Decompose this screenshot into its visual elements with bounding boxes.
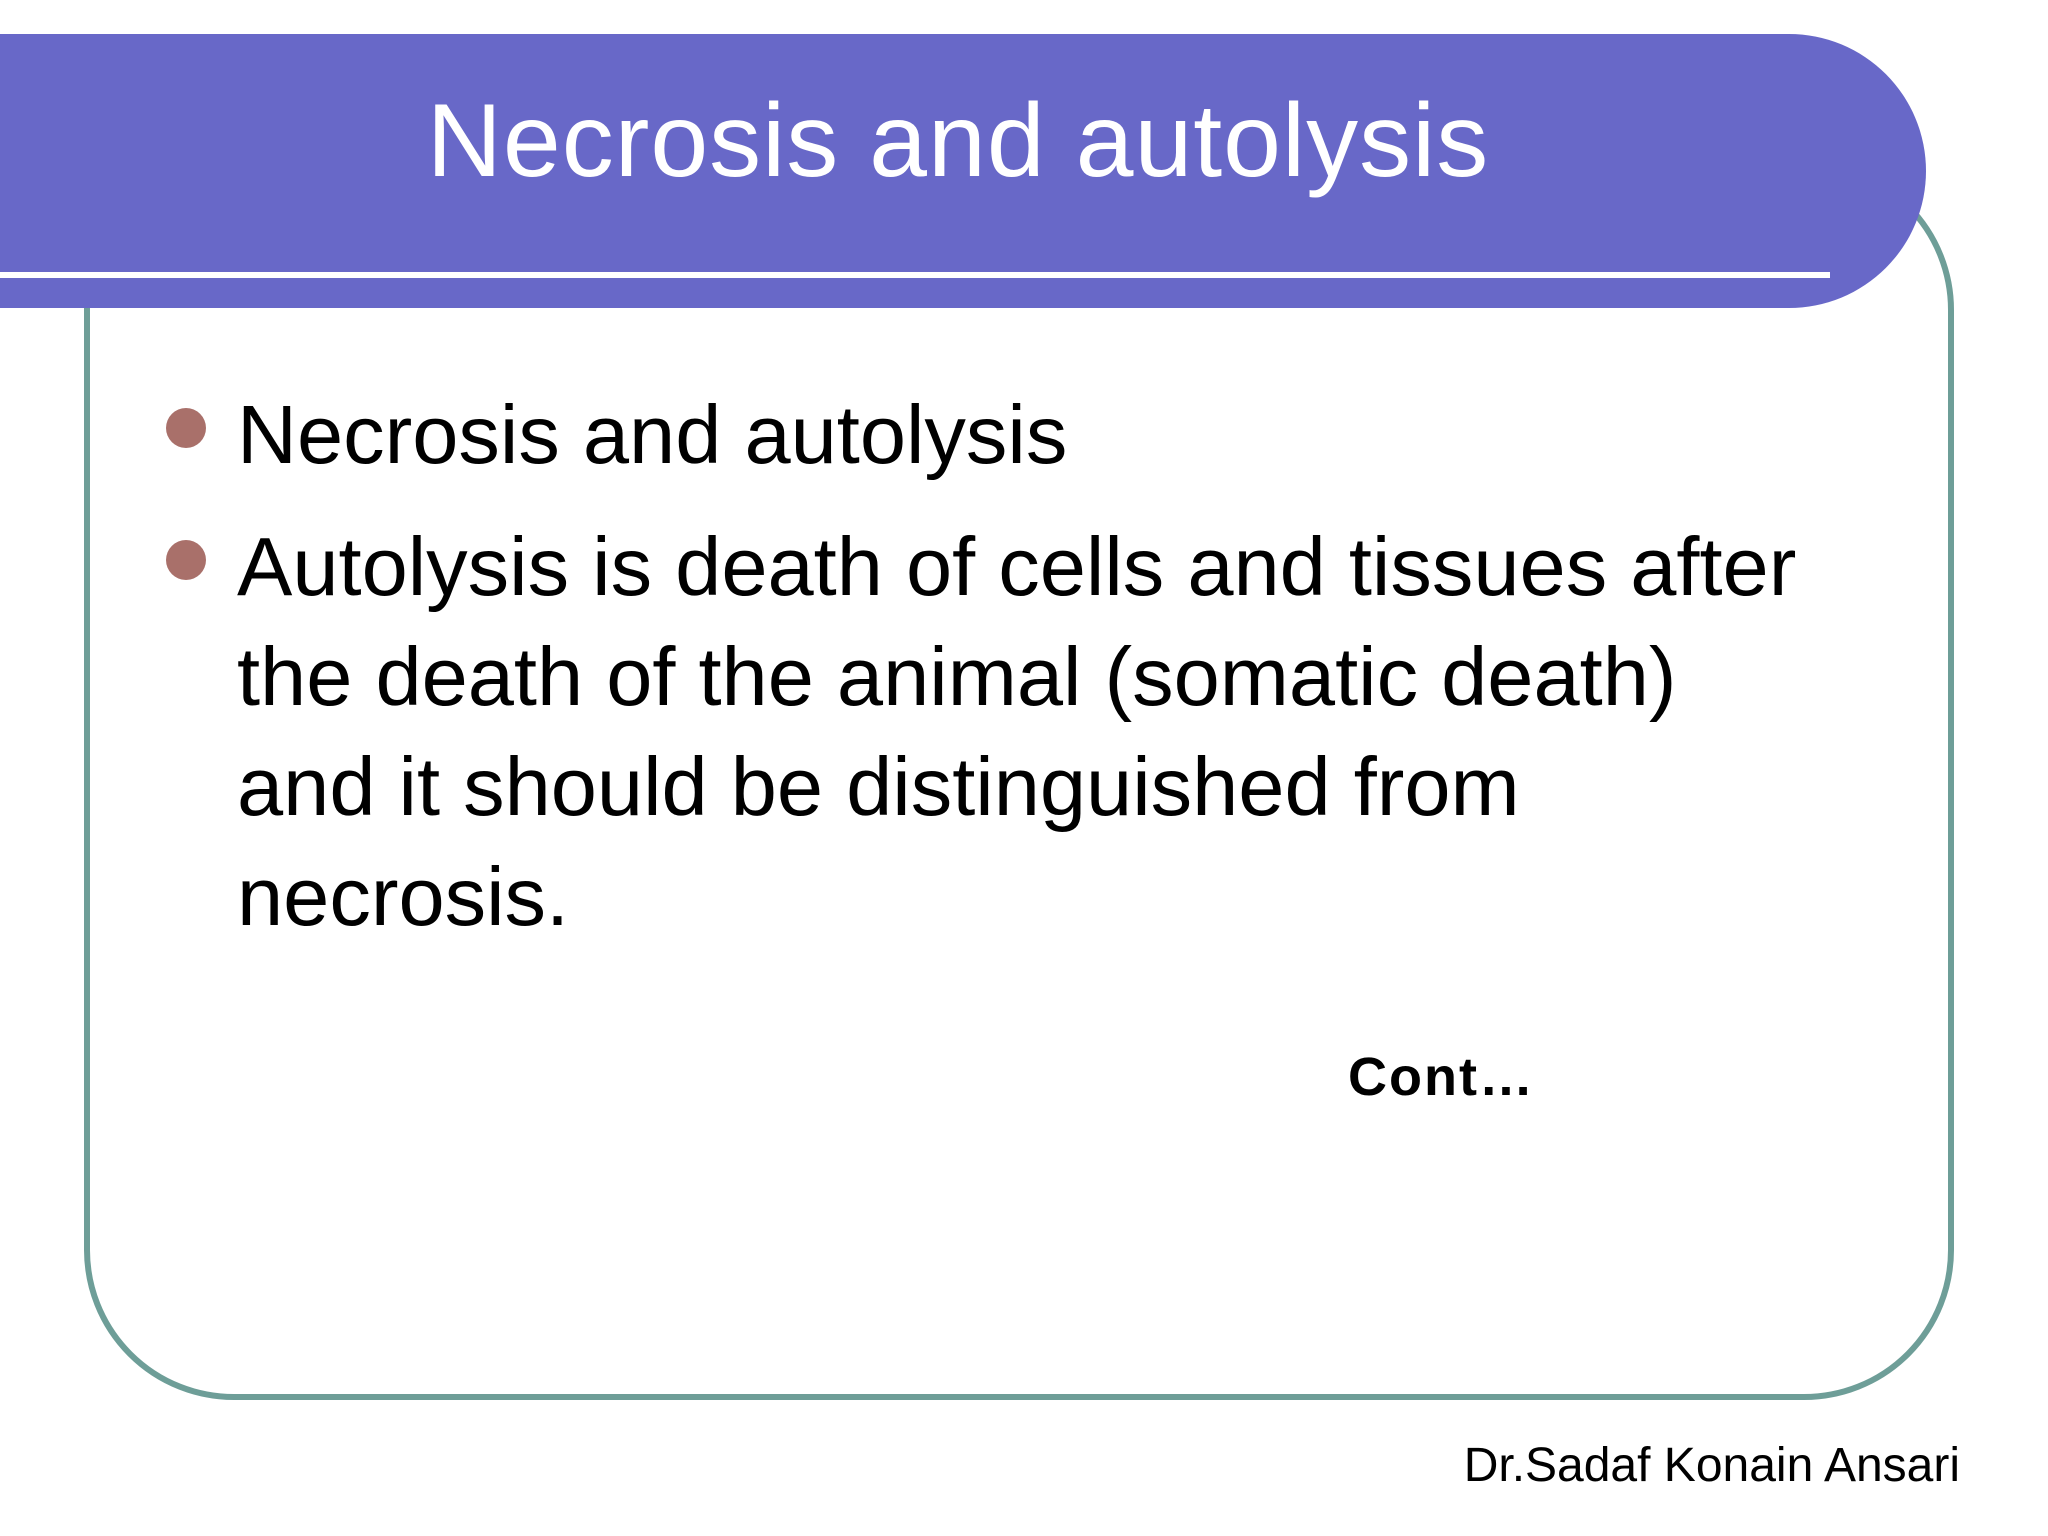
bullet-item [162,380,1802,490]
continuation-label: Cont… [1348,1047,1535,1107]
bullet-list [162,380,1802,974]
bullet-item [162,512,1802,952]
author-credit: Dr.Sadaf Konain Ansari [1463,1439,1960,1492]
round-bullet-icon [166,408,206,448]
title-underline-rule [0,272,1830,278]
bullet-text: Necrosis and autolysis [237,388,1068,481]
bullet-text: Autolysis is death of cells and tissues after the death of the animal (somatic death) and it should be distinguished from necrosis. [237,520,1797,943]
slide-title: Necrosis and autolysis [426,83,1490,199]
round-bullet-icon [166,540,206,580]
